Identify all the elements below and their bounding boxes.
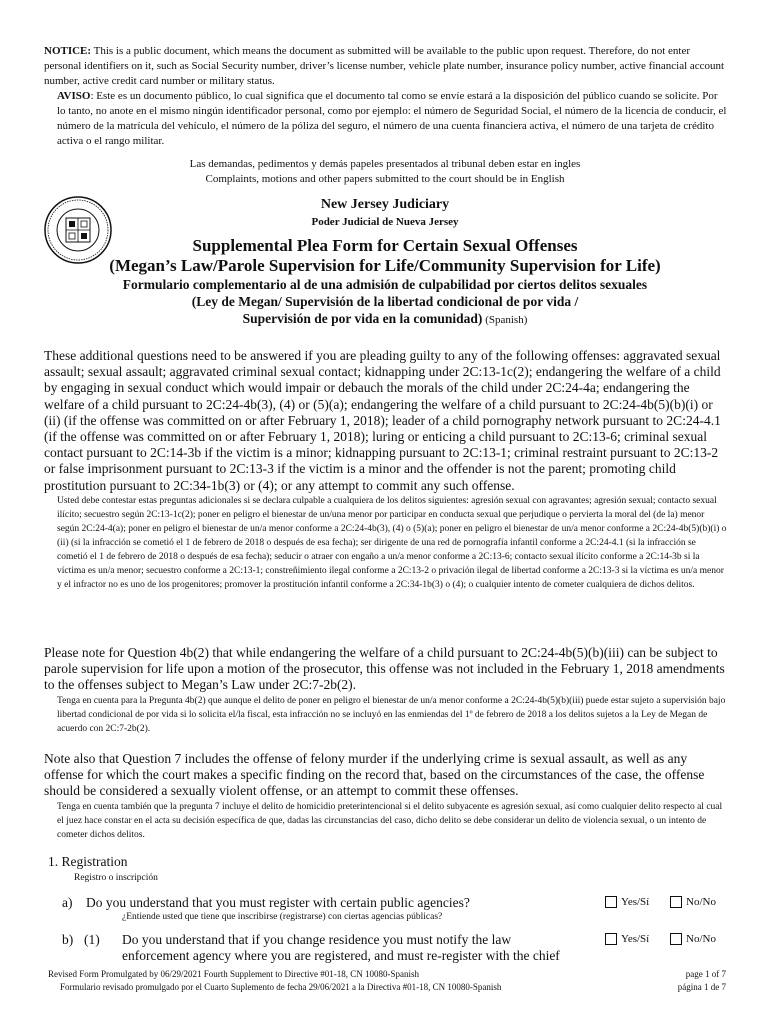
question-1b-label: b) <box>62 932 74 947</box>
question-1a-text: Do you understand that you must register with certain public agencies? <box>86 895 470 910</box>
footer-line-1: Revised Form Promulgated by 06/29/2021 Fourth Supplement to Directive #01-18, CN 10080-Spanish <box>48 969 419 979</box>
section-registration-heading: 1. Registration <box>48 854 128 869</box>
question-1b-yes-label: Yes/Sí <box>621 933 650 945</box>
question-1b-yes-option[interactable] <box>605 932 649 946</box>
question-1a-label: a) <box>62 895 73 910</box>
judiciary-header <box>0 196 770 230</box>
footer-page-number <box>678 968 726 993</box>
question-1b-text-line-1: Do you understand that if you change residence you must notify the law <box>122 932 512 947</box>
section-registration-heading-es: Registro o inscripción <box>74 873 158 883</box>
title-line-2: (Megan’s Law/Parole Supervision for Life/Community Supervision for Life) <box>109 256 661 275</box>
footer-form-info <box>48 968 501 993</box>
title-es-line-3 <box>0 310 770 329</box>
question-1a-no-checkbox[interactable] <box>670 896 682 908</box>
question-1b-number: (1) <box>84 932 100 947</box>
question-1b-no-option[interactable] <box>670 932 716 946</box>
question-1a-yes-label: Yes/Sí <box>621 896 650 908</box>
privacy-notice <box>44 44 728 149</box>
aviso-text: : Este es un documento público, lo cual significa que el documento tal como se envíe estará a la disposición del público cuando se solicite. Por lo tanto, no anote en el mismo ningún identificador personal, como por ejemplo: el número de Seguridad Social, el número de la licencia de conducir, el número de la matrícula del vehículo, el número de la póliza del seguro, el número de una cuenta financiera activa, el número de una tarjeta de crédito activa o el rango militar. <box>57 90 727 147</box>
title-line-1: Supplemental Plea Form for Certain Sexual Offenses <box>192 236 578 255</box>
question-1b-no-checkbox[interactable] <box>670 933 682 945</box>
judiciary-name: New Jersey Judiciary <box>320 197 450 212</box>
footer-line-2: Formulario revisado promulgado por el Cuarto Suplemento de fecha 29/06/2021 a la Directiva #01-18, CN 10080-Spanish <box>60 981 502 992</box>
note-4b2-text-es: Tenga en cuenta para la Pregunta 4b(2) que aunque el delito de poner en peligro el bienestar de un/a menor conforme a 2C:24-4b(5)(b)(iii) puede estar sujeto a supervisión bajo libertad condicional de por vida si lo solicita el/la fiscal, esta infracción no se incluyó en las enmiendas del 1º de febrero de 2018 a los delitos sujetos a la Ley de Megan de acuerdo con 2C:7-2b(2). <box>57 695 726 734</box>
intro-text: These additional questions need to be answered if you are pleading guilty to any of the following offenses: aggravated sexual assault; sexual assault; aggravated criminal sexual contact; kidnapping under 2C:13-1c(2); endangering the welfare of a child by engaging in sexual conduct which would impair or debauch the morals of the child under 2C:24-4a; endangering the welfare of a child pursuant to 2C:24-4b(3), (4) or (5)(a); endangering the welfare of a child pursuant to 2C:24-4b(5)(b)(i) or (ii) (if the offense was committed on or after February 1, 2018); leader of a child pornography network pursuant to 2C:24-4.1 (if the offense was committed on or after February 1, 2018); luring or enticing a child pursuant to 2C:13-6; criminal sexual contact pursuant to 2C:14-3b if the victim is a minor; kidnapping pursuant to 2C:13-1; criminal restraint pursuant to 2C:13-2 or false imprisonment pursuant to 2C:13-3 if the victim is a minor and the offender is not the parent; promoting child prostitution pursuant to 2C:34-1b(3) or (4); or any attempt to commit any such offense. <box>44 348 721 493</box>
title-es-line-3-text: Supervisión de por vida en la comunidad) <box>242 311 483 326</box>
question-1b-yes-checkbox[interactable] <box>605 933 617 945</box>
note-q7-text: Note also that Question 7 includes the offense of felony murder if the underlying crime is sexual assault, as well as any offense for which the court makes a specific finding on the record that, based on the circumstances of the case, the offense should be considered a sexually violent offense, or an attempt to commit these offenses. <box>44 751 705 799</box>
judiciary-name-es: Poder Judicial de Nueva Jersey <box>311 216 459 228</box>
form-title <box>0 236 770 329</box>
title-language-tag: (Spanish) <box>482 314 528 326</box>
note-q7-text-es: Tenga en cuenta también que la pregunta 7 incluye el delito de homicidio preterintencional si el delito subyacente es agresión sexual, así como cualquier delito respecto al cual el juez hace constar en el acta su decisión específica de que, dadas las circunstancias del caso, dicho delito se debe considerar un delito de violencia sexual, o un intento de cometer dichos delitos. <box>57 801 723 840</box>
page-number-es: página 1 de 7 <box>677 981 726 992</box>
question-1a-text-es: ¿Entiende usted que tiene que inscribirse (registrarse) con ciertas agencias públicas? <box>122 912 443 922</box>
language-note <box>0 157 770 187</box>
language-note-es: Las demandas, pedimentos y demás papeles presentados al tribunal deben estar en ingles <box>189 158 581 170</box>
title-es-line-2: (Ley de Megan/ Supervisión de la libertad condicional de por vida / <box>191 294 579 309</box>
page-number-en: page 1 of 7 <box>685 969 726 979</box>
question-1a-no-label: No/No <box>686 896 716 908</box>
question-1a-yes-option[interactable] <box>605 895 649 909</box>
note-question-7 <box>44 751 728 842</box>
intro-section <box>44 348 728 592</box>
intro-text-es: Usted debe contestar estas preguntas adicionales si se declara culpable a cualquiera de los delitos siguientes: agresión sexual con agravantes; agresión sexual; contacto sexual ilícito; secuestro según 2C:13-1c(2); poner en peligro el bienestar de un/una menor por participar en conducta sexual que perjudique o pervierta la moral del (de la) menor según 2C:24-4(a); poner en peligro el bienestar de un/a menor conforme a 2C:24-4b(3), (4) o (5)(a); poner en peligro el bienestar de un/a menor conforme a 2C:24-4b(5)(b)(i) o (ii) (si la infracción se cometió el 1 de febrero de 2018 o después de esa fecha); ser dirigente de una red de pornografía infantil conforme a 2C:24-4.1 (si la infracción se cometió el 1 de febrero de 2018 o después de esa fecha); seducir o atraer con engaño a un/a menor conforme a 2C:13-6; contacto sexual ilícito conforme a 2C:14-3b si la víctima es un/a menor; secuestro conforme a 2C:13-1; constreñimiento ilegal conforme a 2C:13-2 o privación ilegal de libertad conforme a 2C:13-3 si la víctima es un/a menor y el infractor no es uno de los progenitores; promover la prostitución infantil conforme a 2C:34-1b(3) o (4); o cualquier intento de cometer cualquiera de dichos delitos. <box>57 495 727 590</box>
question-1a-no-option[interactable] <box>670 895 716 909</box>
question-1b-no-label: No/No <box>686 933 716 945</box>
title-es-line-1: Formulario complementario al de una admisión de culpabilidad por ciertos delitos sexuales <box>122 277 648 292</box>
notice-text: This is a public document, which means the document as submitted will be available to the public upon request. Therefore, do not enter personal identifiers on it, such as Social Security number, driver’s license number, vehicle plate number, insurance policy number, active financial account number, active credit card number or military status. <box>44 45 725 87</box>
language-note-en: Complaints, motions and other papers submitted to the court should be in English <box>205 173 565 185</box>
note-question-4b2 <box>44 645 728 736</box>
aviso-label: AVISO <box>57 90 91 102</box>
question-1a-yes-checkbox[interactable] <box>605 896 617 908</box>
question-1b-text-line-2: enforcement agency where you are registered, and must re-register with the chief <box>122 948 560 963</box>
note-4b2-text: Please note for Question 4b(2) that while endangering the welfare of a child pursuant to 2C:24-4b(5)(b)(iii) can be subject to parole supervision for life upon a motion of the prosecutor, this offense was not included in the February 1, 2018 amendments to the offenses subject to Megan’s Law under 2C:7-2b(2). <box>44 645 725 693</box>
notice-label: NOTICE: <box>44 45 92 57</box>
